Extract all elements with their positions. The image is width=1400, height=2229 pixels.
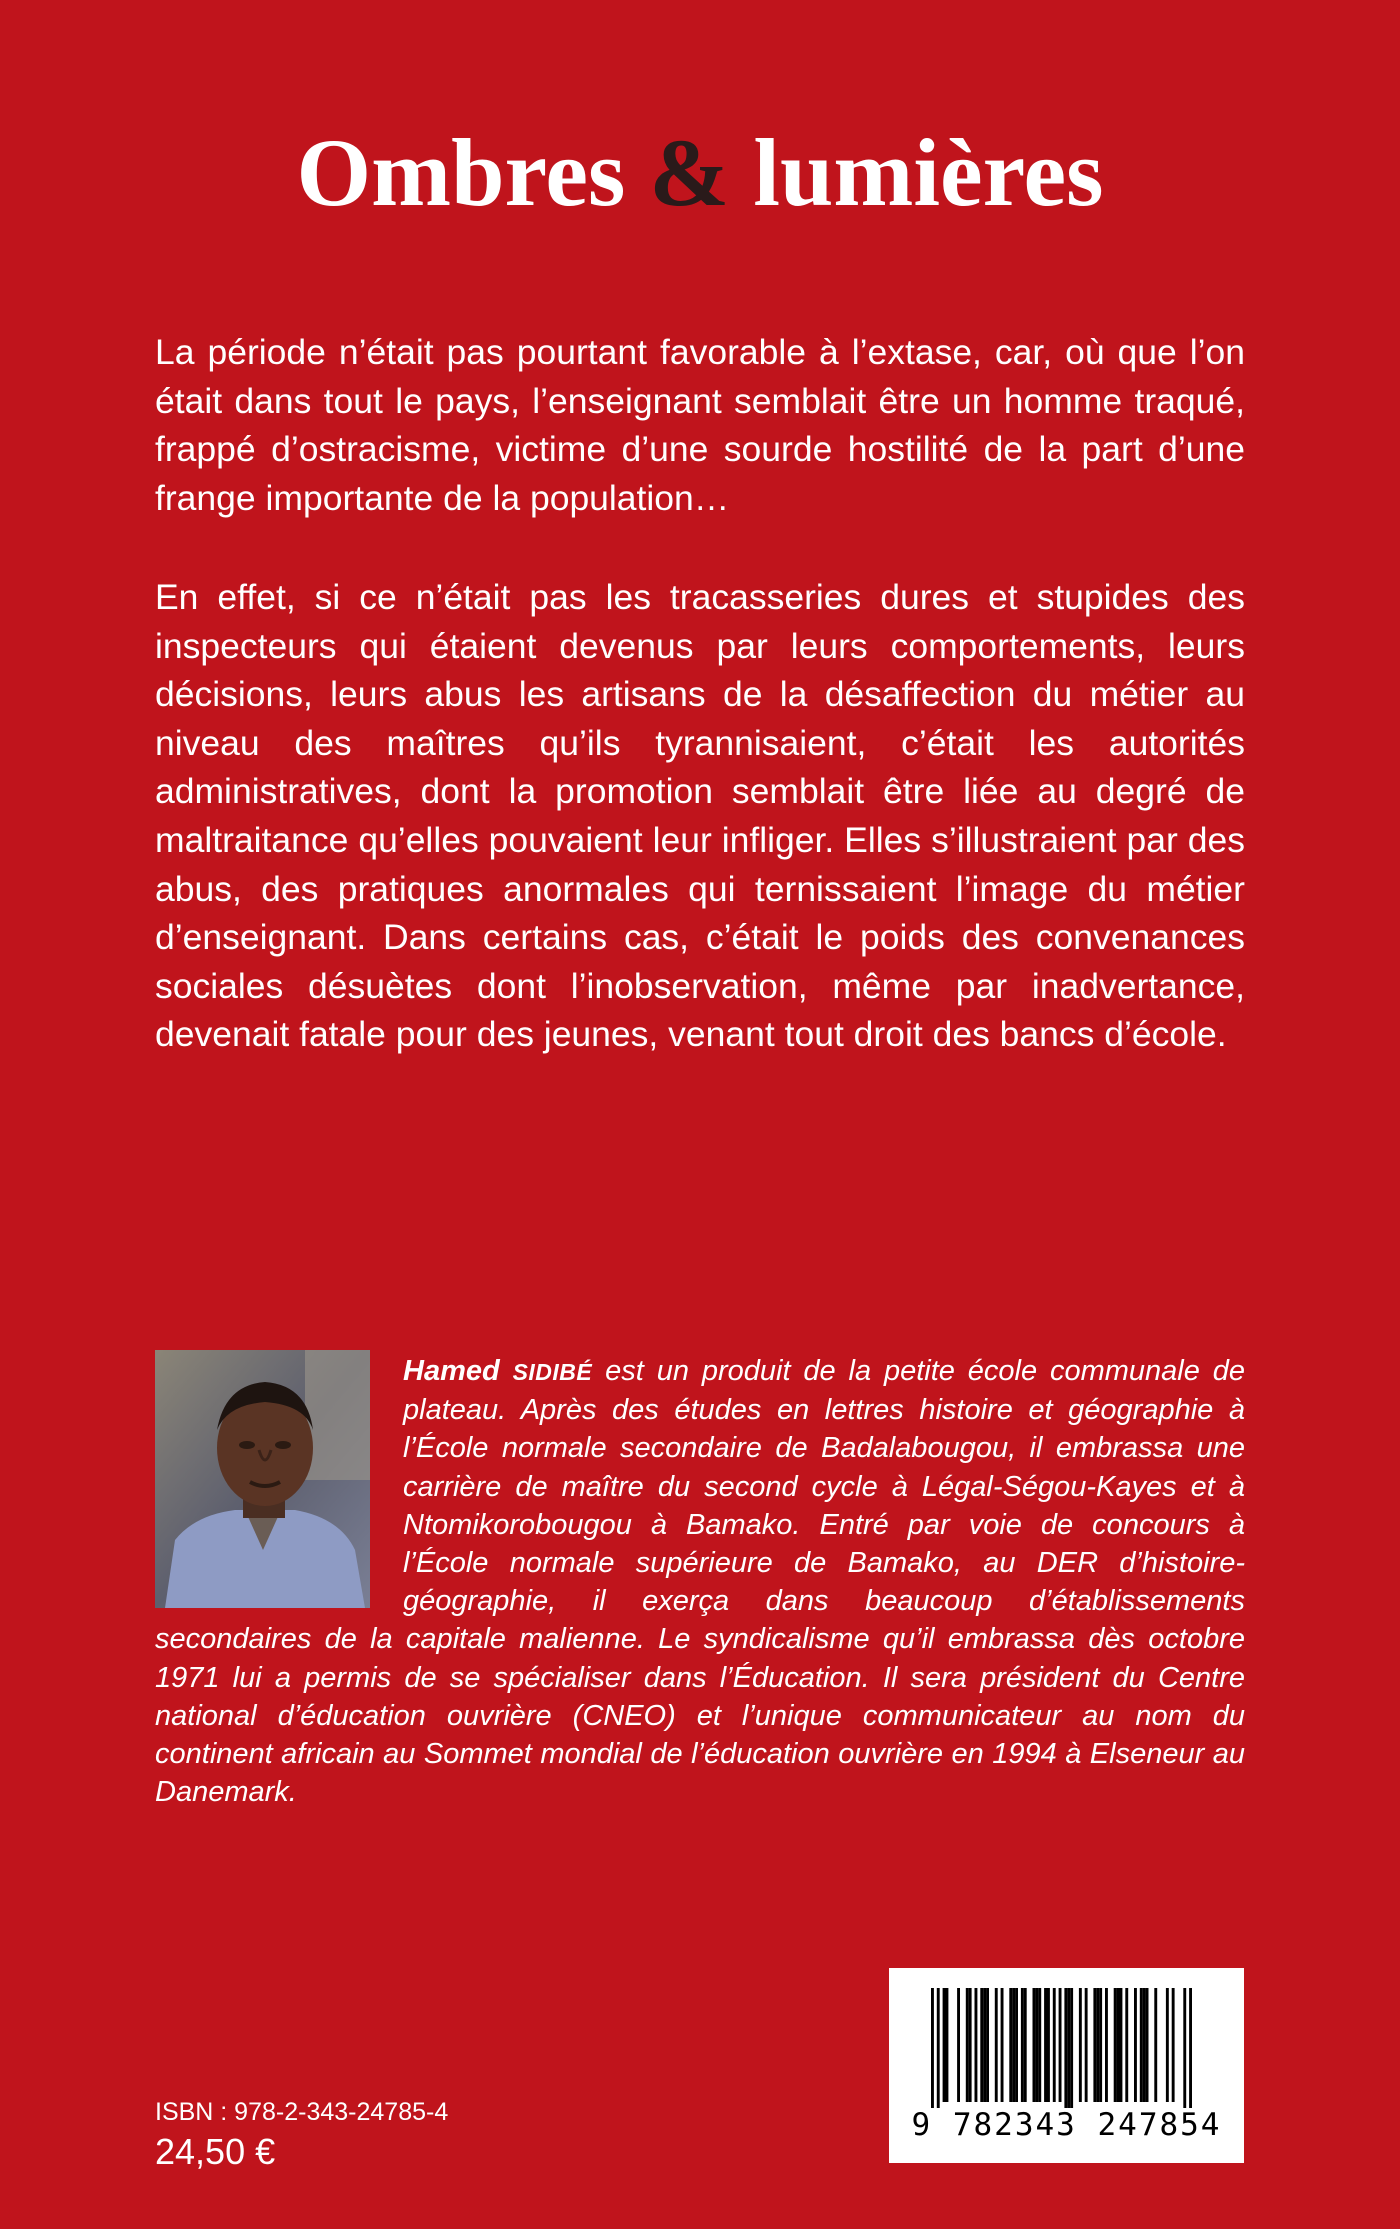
barcode-bar bbox=[1012, 1988, 1015, 2102]
title-ampersand: & bbox=[649, 119, 730, 226]
author-bio-text: est un produit de la petite école communale de plateau. Après des études en lettres histoire et géographie à l’École normale secondaire de Badalabougou, il embrassa une carrière de maître du second cycle à Légal-Ségou-Kayes et à Ntomikorobougou à Bamako. Entré par voie de concours à l’École normale supérieure de Bamako, au DER d’histoire-géographie, il exerça dans beaucoup d’établissements secondaires de la capitale malienne. Le syndicalisme qu’il embrassa dès octobre 1971 lui a permis de se spécialiser dans l’Éducation. Il sera président du Centre national d’éducation ouvrière (CNEO) et l’unique communicateur au nom du continent africain au Sommet mondial de l’éducation ouvrière en 1994 à Elseneur au Danemark. bbox=[155, 1355, 1245, 1809]
barcode-bar bbox=[1059, 1988, 1062, 2102]
author-first-name: Hamed bbox=[403, 1355, 500, 1387]
synopsis-paragraph-2: En effet, si ce n’était pas les tracasseries dures et stupides des inspecteurs qui étaient devenus par leurs comportements, leurs décisions, leurs abus les artisans de la désaffection du métier au niveau des maîtres qu’ils tyrannisaient, c’était les autorités administratives, dont la promotion semblait être liée au degré de maltraitance qu’elles pouvaient leur infliger. Elles s’illustraient par des abus, des pratiques anormales qui ternissaient l’image du métier d’enseignant. Dans certains cas, c’était le poids des convenances sociales désuètes dont l’inobservation, même par inadvertance, devenait fatale pour des jeunes, venant tout droit des bancs d’école. bbox=[155, 577, 1245, 1055]
price-label: 24,50 € bbox=[155, 2131, 276, 2172]
title-part2: lumières bbox=[753, 119, 1104, 226]
barcode-bar bbox=[946, 1988, 949, 2102]
barcode-bar bbox=[1125, 1988, 1128, 2102]
barcode-bars bbox=[889, 1968, 1244, 2108]
barcode-bar bbox=[1093, 1988, 1096, 2102]
barcode-bar bbox=[1166, 1988, 1169, 2102]
barcode-bar bbox=[975, 1988, 978, 2102]
barcode-bar bbox=[1070, 1988, 1073, 2108]
barcode-bar bbox=[1183, 1988, 1186, 2108]
synopsis-paragraph-1: La période n’était pas pourtant favorable à l’extase, car, où que l’on était dans tout le pays, l’enseignant semblait être un homme traqué, frappé d’ostracisme, victime d’une sourde hostilité de la part d’une frange importante de la population… bbox=[155, 332, 1245, 518]
barcode-bar bbox=[1117, 1988, 1120, 2102]
barcode-bar bbox=[1035, 1988, 1038, 2102]
barcode-bar bbox=[1143, 1988, 1146, 2102]
barcode-bar bbox=[1038, 1988, 1041, 2102]
barcode-bar bbox=[1067, 1988, 1070, 2108]
barcode-bar bbox=[1114, 1988, 1117, 2102]
barcode-bar bbox=[1096, 1988, 1099, 2102]
barcode-bar bbox=[1079, 1988, 1082, 2102]
barcode-bar bbox=[1154, 1988, 1157, 2102]
author-last-name: SIDIBÉ bbox=[512, 1359, 593, 1385]
barcode-bar bbox=[1146, 1988, 1149, 2102]
barcode-bar bbox=[1009, 1988, 1012, 2102]
barcode-bar bbox=[1172, 1988, 1175, 2102]
barcode-bar bbox=[983, 1988, 986, 2102]
barcode-bar bbox=[1047, 1988, 1050, 2102]
barcode-bar bbox=[980, 1988, 983, 2102]
barcode-bar bbox=[986, 1988, 989, 2102]
barcode-bar bbox=[957, 1988, 960, 2102]
barcode-bar bbox=[995, 1988, 998, 2102]
barcode-number: 9 782343 247854 bbox=[911, 2107, 1222, 2143]
barcode-bar bbox=[1064, 1988, 1067, 2108]
barcode-bar bbox=[1015, 1988, 1018, 2102]
barcode-bar bbox=[1140, 1988, 1143, 2102]
barcode-bar bbox=[1033, 1988, 1036, 2102]
author-biography bbox=[155, 1352, 1245, 1811]
photo-spacer bbox=[155, 1352, 403, 1618]
barcode-bar bbox=[1053, 1988, 1056, 2102]
book-title bbox=[0, 118, 1400, 228]
barcode-bar bbox=[1085, 1988, 1088, 2102]
barcode-bar bbox=[966, 1988, 969, 2102]
title-part1: Ombres bbox=[296, 119, 626, 226]
isbn-label: ISBN : 978-2-343-24785-4 bbox=[155, 2098, 449, 2126]
barcode-bar bbox=[931, 1988, 934, 2108]
barcode-bar bbox=[1024, 1988, 1027, 2102]
barcode-bar bbox=[943, 1988, 946, 2102]
barcode bbox=[889, 1968, 1244, 2163]
barcode-bar bbox=[1099, 1988, 1102, 2102]
barcode-bar bbox=[1105, 1988, 1108, 2102]
barcode-bar bbox=[1120, 1988, 1123, 2102]
barcode-bar bbox=[969, 1988, 972, 2102]
barcode-bar bbox=[1044, 1988, 1047, 2102]
barcode-bar bbox=[1189, 1988, 1192, 2108]
barcode-bar bbox=[1001, 1988, 1004, 2102]
barcode-bar bbox=[1134, 1988, 1137, 2102]
barcode-bar bbox=[937, 1988, 940, 2108]
barcode-bar bbox=[1021, 1988, 1024, 2102]
